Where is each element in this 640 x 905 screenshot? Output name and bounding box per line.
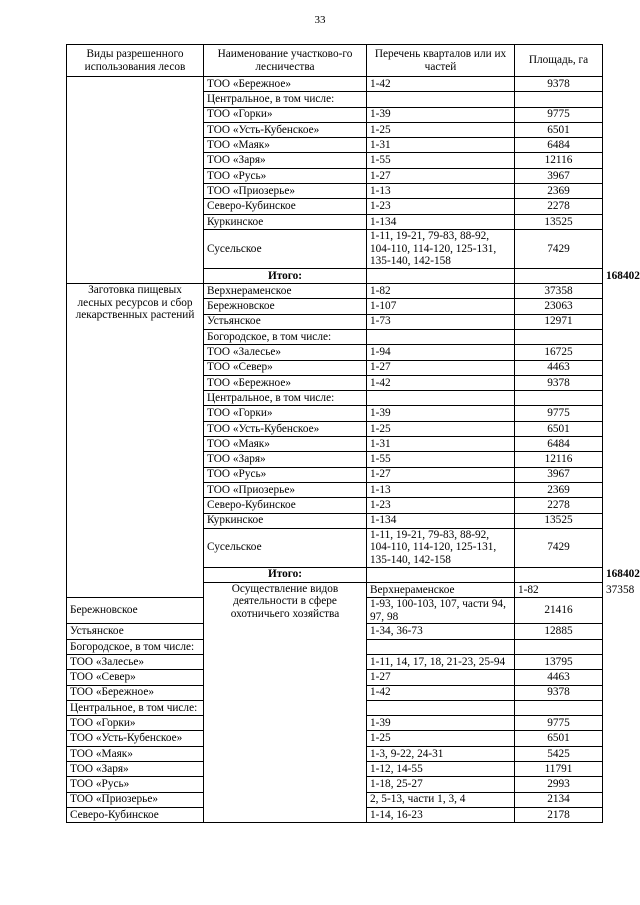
blocks-cell: 1-27 [367,168,515,183]
use-type-cell [67,77,204,284]
total-row: Итого: 168402 [67,268,603,283]
blocks-cell: 2, 5-13, части 1, 3, 4 [367,792,515,807]
forestry-name-cell: ТОО «Бережное» [67,685,204,700]
forestry-name-cell: ТОО «Усть-Кубенское» [67,731,204,746]
area-cell [515,700,603,715]
area-cell: 9775 [515,406,603,421]
area-cell: 2369 [515,184,603,199]
total-label: Итого: [204,567,367,582]
total-label: Итого: [204,268,367,283]
area-cell: 9378 [515,375,603,390]
blocks-cell: 1-107 [367,299,515,314]
blocks-cell: 1-42 [367,375,515,390]
forestry-name-cell: ТОО «Залесье» [204,345,367,360]
forestry-name-cell: Сусельское [204,229,367,268]
forestry-name-cell: ТОО «Север» [204,360,367,375]
area-cell: 6501 [515,122,603,137]
blocks-cell: 1-27 [367,360,515,375]
area-cell: 2134 [515,792,603,807]
blocks-cell: 1-13 [367,482,515,497]
blocks-cell [367,391,515,406]
forestry-name-cell: ТОО «Горки» [67,716,204,731]
area-cell [515,92,603,107]
blocks-cell: 1-3, 9-22, 24-31 [367,746,515,761]
area-cell [515,639,603,654]
forestry-name-cell: Куркинское [204,513,367,528]
table-row [67,284,603,299]
area-cell: 12116 [515,452,603,467]
blocks-cell: 1-31 [367,437,515,452]
area-cell: 6501 [515,731,603,746]
forestry-name-cell: Сусельское [204,528,367,567]
area-cell: 2278 [515,199,603,214]
blocks-cell: 1-39 [367,107,515,122]
forestry-name-cell: ТОО «Усть-Кубенское» [204,122,367,137]
area-cell: 9775 [515,107,603,122]
area-cell: 5425 [515,746,603,761]
forestry-name-cell: ТОО «Заря» [67,762,204,777]
blocks-cell [367,92,515,107]
forestry-name-cell: Верхнераменское [367,582,515,597]
area-cell: 4463 [515,360,603,375]
area-cell: 7429 [515,229,603,268]
blocks-cell: 1-25 [367,421,515,436]
blocks-cell: 1-55 [367,153,515,168]
area-cell: 4463 [515,670,603,685]
forestry-name-cell: ТОО «Бережное» [204,375,367,390]
area-cell: 9378 [515,685,603,700]
forestry-name-cell: ТОО «Север» [67,670,204,685]
area-cell: 3967 [515,168,603,183]
forestry-name-cell: ТОО «Русь» [67,777,204,792]
blocks-cell: 1-23 [367,199,515,214]
forestry-name-cell: ТОО «Русь» [204,168,367,183]
blocks-cell: 1-12, 14-55 [367,762,515,777]
total-row: Итого: 168402 [67,567,603,582]
column-header-blocks: Перечень кварталов или их частей [367,45,515,77]
area-cell: 21416 [515,598,603,624]
forestry-name-cell: Куркинское [204,214,367,229]
area-cell [515,329,603,344]
forestry-name-cell: Северо-Кубинское [67,807,204,822]
area-cell: 7429 [515,528,603,567]
area-cell: 6484 [515,138,603,153]
area-cell: 9378 [515,77,603,92]
blocks-cell: 1-39 [367,406,515,421]
blocks-cell: 1-13 [367,184,515,199]
forestry-name-cell: ТОО «Русь» [204,467,367,482]
blocks-cell: 1-18, 25-27 [367,777,515,792]
column-header-use-type: Виды разрешенного использования лесов [67,45,204,77]
blocks-cell: 1-11, 14, 17, 18, 21-23, 25-94 [367,654,515,669]
forestry-name-cell: ТОО «Приозерье» [204,482,367,497]
forestry-name-cell: Центральное, в том числе: [204,391,367,406]
forestry-name-cell: Верхнераменское [204,284,367,299]
blocks-cell: 1-31 [367,138,515,153]
area-cell: 13795 [515,654,603,669]
area-cell: 13525 [515,513,603,528]
forestry-name-cell: ТОО «Приозерье» [204,184,367,199]
page-number: 33 [314,14,326,26]
blocks-cell: 1-23 [367,498,515,513]
blocks-cell: 1-27 [367,670,515,685]
forestry-name-cell [367,268,515,283]
table-row [67,77,603,92]
forestry-name-cell: ТОО «Залесье» [67,654,204,669]
area-cell: 3967 [515,467,603,482]
blocks-cell: 1-42 [367,77,515,92]
forestry-name-cell: ТОО «Бережное» [204,77,367,92]
blocks-cell: 1-11, 19-21, 79-83, 88-92, 104-110, 114-120, 125-131, 135-140, 142-158 [367,229,515,268]
forestry-name-cell: Северо-Кубинское [204,199,367,214]
forestry-name-cell: Бережновское [204,299,367,314]
blocks-cell: 1-11, 19-21, 79-83, 88-92, 104-110, 114-120, 125-131, 135-140, 142-158 [367,528,515,567]
use-type-cell: Осуществление видов деятельности в сфере охотничьего хозяйства [204,582,367,822]
area-cell: 16725 [515,345,603,360]
blocks-cell: 1-34, 36-73 [367,624,515,639]
blocks-cell: 1-42 [367,685,515,700]
forestry-name-cell: ТОО «Заря» [204,153,367,168]
table-header-row [67,45,603,77]
area-cell: 2369 [515,482,603,497]
blocks-cell [367,639,515,654]
forestry-name-cell: ТОО «Приозерье» [67,792,204,807]
area-cell: 9775 [515,716,603,731]
blocks-cell: 1-73 [367,314,515,329]
forestry-name-cell: Богородское, в том числе: [67,639,204,654]
blocks-cell: 1-39 [367,716,515,731]
area-cell: 12885 [515,624,603,639]
area-cell: 2278 [515,498,603,513]
forestry-name-cell: ТОО «Горки» [204,406,367,421]
blocks-cell: 1-134 [367,513,515,528]
forestry-name-cell: ТОО «Маяк» [204,437,367,452]
blocks-cell: 1-134 [367,214,515,229]
forestry-name-cell: Бережновское [67,598,204,624]
forestry-name-cell: Богородское, в том числе: [204,329,367,344]
blocks-cell: 1-25 [367,122,515,137]
blocks-cell [367,700,515,715]
blocks-cell [367,329,515,344]
forestry-name-cell [367,567,515,582]
area-cell: 6484 [515,437,603,452]
blocks-cell: 1-82 [367,284,515,299]
blocks-cell: 1-27 [367,467,515,482]
area-cell [515,391,603,406]
forestry-name-cell: Устьянское [204,314,367,329]
blocks-cell [515,567,603,582]
area-cell: 37358 [515,284,603,299]
forestry-name-cell: ТОО «Заря» [204,452,367,467]
forestry-name-cell: Северо-Кубинское [204,498,367,513]
forestry-name-cell: ТОО «Горки» [204,107,367,122]
blocks-cell: 1-14, 16-23 [367,807,515,822]
forestry-name-cell: ТОО «Маяк» [204,138,367,153]
blocks-cell: 1-93, 100-103, 107, части 94, 97, 98 [367,598,515,624]
blocks-cell: 1-94 [367,345,515,360]
forestry-name-cell: Центральное, в том числе: [67,700,204,715]
area-cell: 12116 [515,153,603,168]
column-header-area: Площадь, га [515,45,603,77]
area-cell: 11791 [515,762,603,777]
column-header-forestry: Наименование участково-го лесничества [204,45,367,77]
table-row: Осуществление видов деятельности в сфере охотничьего хозяйства Верхнераменское 1-82 37358 [67,582,603,597]
area-cell: 13525 [515,214,603,229]
area-cell: 6501 [515,421,603,436]
area-cell: 2178 [515,807,603,822]
forestry-name-cell: ТОО «Маяк» [67,746,204,761]
forestry-name-cell: ТОО «Усть-Кубенское» [204,421,367,436]
area-cell: 12971 [515,314,603,329]
use-type-cell: Заготовка пищевых лесных ресурсов и сбор лекарственных растений [67,284,204,598]
forestry-name-cell: Центральное, в том числе: [204,92,367,107]
forest-use-table [66,44,640,823]
blocks-cell: 1-82 [515,582,603,597]
area-cell: 23063 [515,299,603,314]
blocks-cell [515,268,603,283]
area-cell: 2993 [515,777,603,792]
table-body [67,77,640,823]
blocks-cell: 1-25 [367,731,515,746]
forestry-name-cell: Устьянское [67,624,204,639]
blocks-cell: 1-55 [367,452,515,467]
